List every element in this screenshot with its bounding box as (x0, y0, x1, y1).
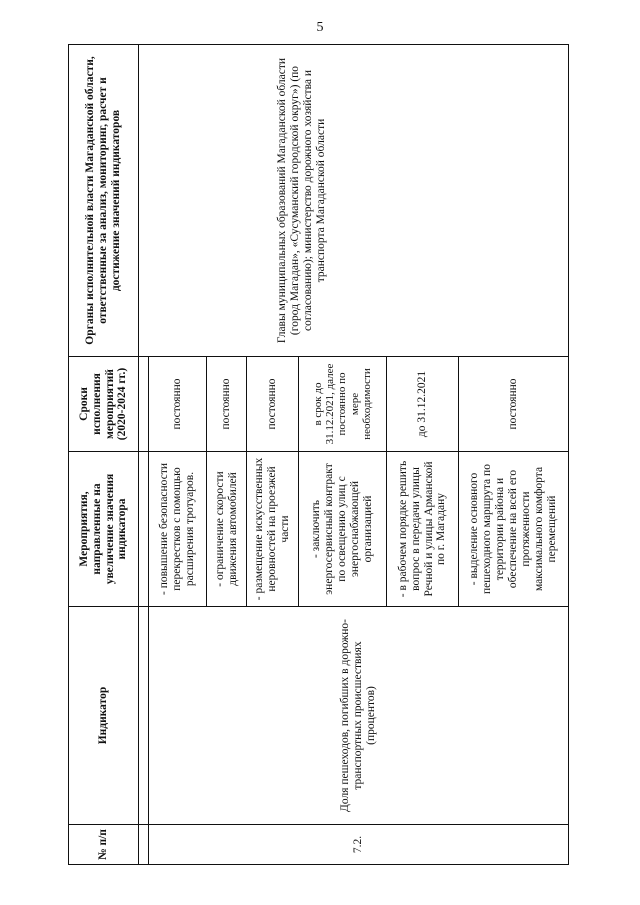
rotated-table-wrapper (68, 45, 558, 865)
page-number: 5 (316, 20, 324, 35)
measure-text: - ограничение скорости движения автомобилей (207, 452, 247, 607)
measure-text: - в рабочем порядке решить вопрос в передачи улицы Речной и улицы Арманской по г. Магадану (387, 452, 459, 607)
indicator-table (68, 44, 569, 865)
header-indicator: Индикатор (69, 607, 139, 825)
authorities-cell (139, 45, 569, 357)
header-row (69, 45, 139, 865)
measure-text: - размещение искусственных неровностей на проезжей части (247, 452, 299, 607)
measure-deadline: в срок до 31.12.2021, далее постоянно по мере необходимости (299, 357, 387, 452)
measure-text: - повышение безопасности перекрестков с помощью расширения тротуаров. (149, 452, 207, 607)
header-num: № п/п (69, 825, 139, 865)
measure-deadline: постоянно (149, 357, 207, 452)
spacer-cell (139, 825, 149, 865)
indicator-name: Доля пешеходов, погибших в дорожно-транспортных происшествиях (процентов) (149, 607, 569, 825)
spacer-cell (139, 357, 149, 452)
measure-deadline: постоянно (247, 357, 299, 452)
measure-deadline: постоянно (459, 357, 569, 452)
header-authorities: Органы исполнительной власти Магаданской области, ответственные за анализ, мониторинг, расчет и достижение значений индикаторов (69, 45, 139, 357)
measure-text: - заключить энергосервисный контракт по освещению улиц с энергоснабжающей организацией (299, 452, 387, 607)
header-deadlines: Сроки исполнения мероприятий (2020-2024 гг.) (69, 357, 139, 452)
authorities-text: Главы муниципальных образований Магаданской области (город Магадан», «Сусуманский городской округ») (по согласованию); министерство дорожного хозяйства и транспорта Магаданской области (276, 57, 327, 344)
spacer-cell (139, 452, 149, 607)
measure-deadline: постоянно (207, 357, 247, 452)
row-number: 7.2. (149, 825, 569, 865)
spacer-cell (139, 607, 149, 825)
measure-deadline: до 31.12.2021 (387, 357, 459, 452)
measure-text: - выделение основного пешеходного маршрута по территории района и обеспечение на всей его протяженности максимального комфорта перемещений (459, 452, 569, 607)
spacer-row (139, 45, 149, 865)
header-measures: Мероприятия, направленные на увеличение значения индикатора (69, 452, 139, 607)
rotated-table-container (68, 45, 558, 865)
